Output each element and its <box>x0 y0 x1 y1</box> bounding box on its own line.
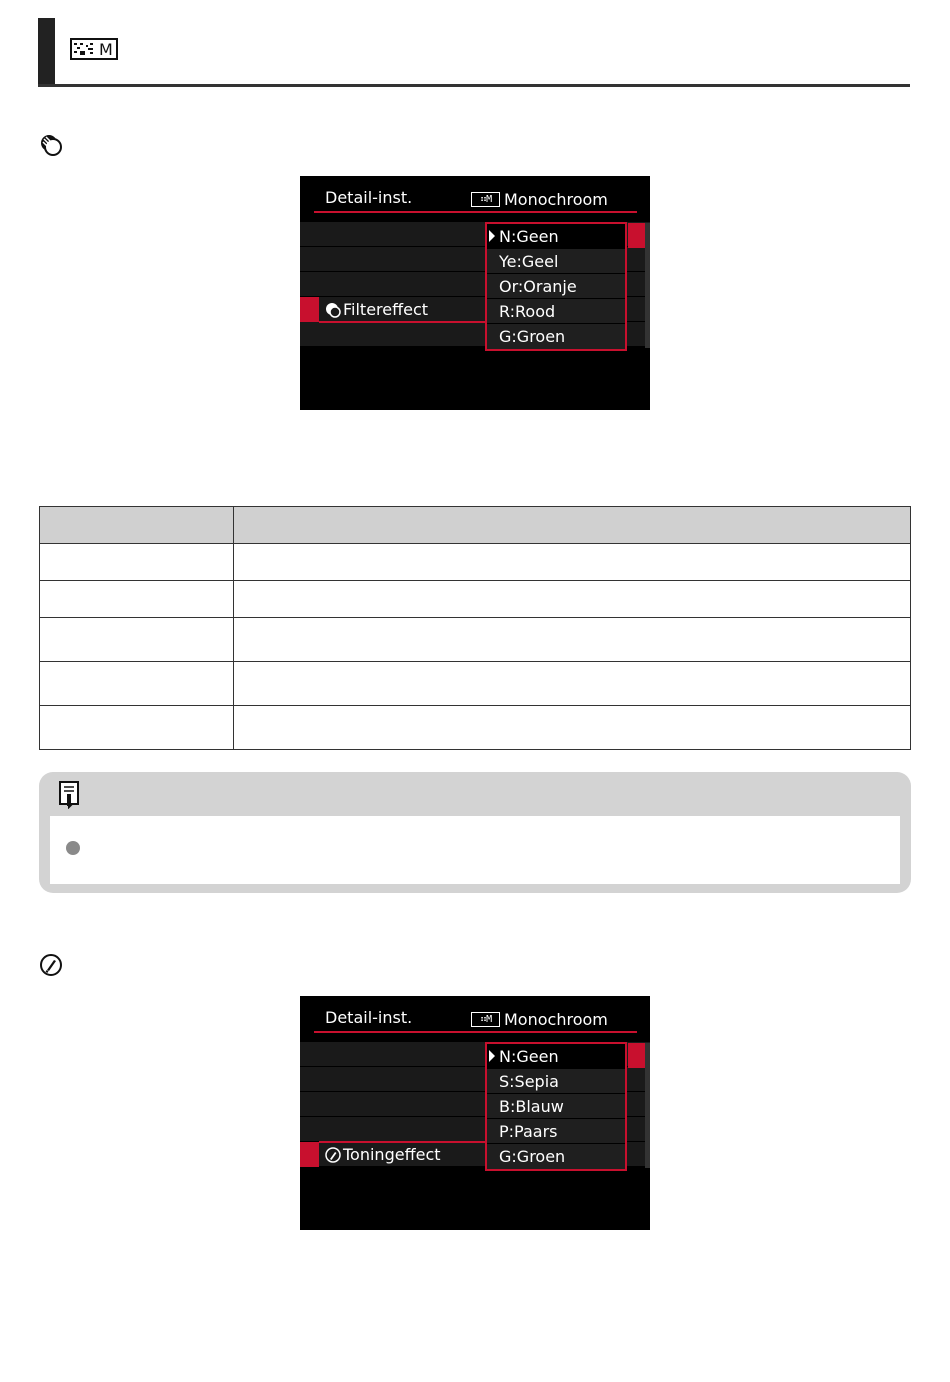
scroll-indicator <box>628 223 645 248</box>
camera-menu-screen-toning <box>300 996 650 1230</box>
monochrome-mode-icon <box>70 38 118 60</box>
title-underline <box>314 1031 637 1033</box>
screen-mode <box>471 190 608 209</box>
option-item[interactable]: Ye:Geel <box>487 249 625 274</box>
header-rule <box>38 84 910 87</box>
selected-item-text: Toningeffect <box>343 1145 441 1164</box>
monochrome-mode-icon: ⠶M <box>471 1012 500 1027</box>
filter-effect-icon <box>325 302 341 318</box>
option-dropdown[interactable] <box>485 1042 627 1171</box>
toning-effect-icon <box>325 1147 341 1163</box>
title-underline <box>314 211 637 213</box>
selected-item-label[interactable] <box>325 1145 441 1164</box>
table-header-cell <box>40 507 234 544</box>
screen-mode-label: Monochroom <box>504 1010 608 1029</box>
selection-marker <box>300 297 319 322</box>
table-row <box>40 581 911 618</box>
option-item[interactable]: N:Geen <box>487 224 625 249</box>
memo-icon <box>59 781 79 809</box>
note-body <box>50 816 900 884</box>
filter-effect-icon <box>39 133 63 157</box>
table-header-cell <box>234 507 911 544</box>
option-item[interactable]: G:Groen <box>499 327 566 346</box>
filter-effect-table <box>39 506 911 750</box>
selected-pointer-icon <box>489 1050 495 1062</box>
table-cell <box>40 662 234 706</box>
option-item[interactable]: G:Groen <box>499 1147 566 1166</box>
table-cell <box>234 706 911 750</box>
bullet-icon <box>66 841 80 855</box>
connector-line <box>319 1141 487 1143</box>
note-box <box>39 772 911 893</box>
table-cell <box>40 544 234 581</box>
table-cell <box>234 618 911 662</box>
screen-mode-label: Monochroom <box>504 190 608 209</box>
selected-item-label[interactable] <box>325 300 428 319</box>
option-item[interactable]: Or:Oranje <box>487 274 625 299</box>
scrollbar[interactable] <box>645 1043 650 1168</box>
option-item[interactable]: P:Paars <box>487 1119 625 1144</box>
svg-text:M: M <box>99 40 113 58</box>
header-bar <box>38 18 55 86</box>
option-item[interactable]: N:Geen <box>487 1044 625 1069</box>
table-cell <box>40 706 234 750</box>
table-row <box>40 706 911 750</box>
table-cell <box>234 581 911 618</box>
table-cell <box>234 662 911 706</box>
table-cell <box>40 581 234 618</box>
screen-title: Detail-inst. <box>325 1008 413 1027</box>
option-item[interactable]: R:Rood <box>487 299 625 324</box>
table-row <box>40 544 911 581</box>
selected-item-text: Filtereffect <box>343 300 429 319</box>
screen-mode <box>471 1010 608 1029</box>
table-cell <box>40 618 234 662</box>
toning-effect-icon <box>39 953 63 977</box>
camera-menu-screen-filter <box>300 176 650 410</box>
table-row <box>40 662 911 706</box>
selection-marker <box>300 1142 319 1167</box>
table-cell <box>234 544 911 581</box>
option-item[interactable]: B:Blauw <box>487 1094 625 1119</box>
option-dropdown[interactable] <box>485 222 627 351</box>
scroll-indicator <box>628 1043 645 1068</box>
scrollbar[interactable] <box>645 223 650 348</box>
connector-line <box>319 321 487 323</box>
monochrome-mode-icon: ⠶M <box>471 192 500 207</box>
option-item[interactable]: S:Sepia <box>487 1069 625 1094</box>
screen-title: Detail-inst. <box>325 188 413 207</box>
selected-pointer-icon <box>489 230 495 242</box>
table-row <box>40 618 911 662</box>
